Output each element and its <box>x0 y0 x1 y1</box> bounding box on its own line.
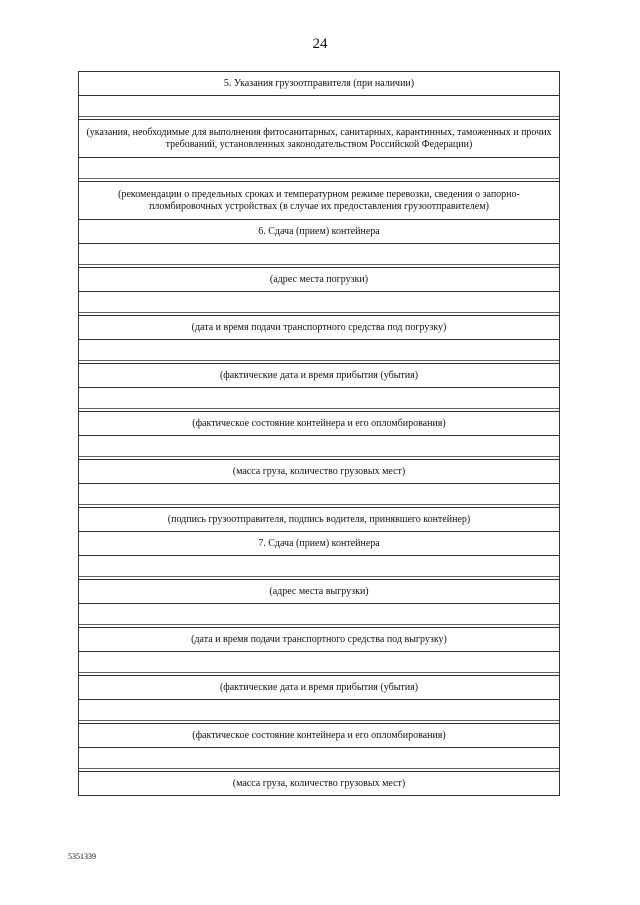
section6-title-row <box>79 220 560 244</box>
caption-row <box>79 676 560 700</box>
blank-row <box>79 604 560 628</box>
caption-signatures: (подпись грузоотправителя, подпись водителя, принявшего контейнер) <box>79 508 560 532</box>
caption-recommendations: (рекомендации о предельных сроках и температурном режиме перевозки, сведения о запорно-пломбировочных устройствах (в случае их предоставления грузоотправителем) <box>79 182 560 220</box>
page-number: 24 <box>312 36 328 52</box>
blank-row <box>79 652 560 676</box>
caption-unloading-datetime: (дата и время подачи транспортного средства под выгрузку) <box>79 628 560 652</box>
caption-container-state: (фактическое состояние контейнера и его опломбирования) <box>79 412 560 436</box>
caption-row <box>79 628 560 652</box>
caption-row <box>79 182 560 220</box>
blank-cell <box>79 244 560 268</box>
section7-title: 7. Сдача (прием) контейнера <box>79 532 560 556</box>
blank-row <box>79 388 560 412</box>
blank-cell <box>79 652 560 676</box>
caption-arrival-departure: (фактические дата и время прибытия (убытия) <box>79 364 560 388</box>
caption-row <box>79 724 560 748</box>
document-code: 5351339 <box>68 852 96 861</box>
caption-cargo-mass: (масса груза, количество грузовых мест) <box>79 460 560 484</box>
caption-row <box>79 316 560 340</box>
blank-cell <box>79 388 560 412</box>
blank-cell <box>79 158 560 182</box>
caption-loading-datetime: (дата и время подачи транспортного средства под погрузку) <box>79 316 560 340</box>
caption-cargo-mass: (масса груза, количество грузовых мест) <box>79 772 560 796</box>
section5-title: 5. Указания грузоотправителя (при наличии) <box>223 77 415 89</box>
caption-container-state: (фактическое состояние контейнера и его опломбирования) <box>79 724 560 748</box>
caption-row <box>79 772 560 796</box>
blank-row <box>79 244 560 268</box>
caption-row <box>79 508 560 532</box>
blank-row <box>79 556 560 580</box>
caption-arrival-departure: (фактические дата и время прибытия (убытия) <box>79 676 560 700</box>
blank-row <box>79 748 560 772</box>
blank-row <box>79 484 560 508</box>
caption-row <box>79 580 560 604</box>
blank-row <box>79 340 560 364</box>
blank-row <box>79 700 560 724</box>
blank-cell <box>79 436 560 460</box>
caption-row <box>79 460 560 484</box>
blank-cell <box>79 748 560 772</box>
blank-cell <box>79 556 560 580</box>
blank-cell <box>79 484 560 508</box>
caption-loading-address: (адрес места погрузки) <box>79 268 560 292</box>
blank-row <box>79 292 560 316</box>
caption-requirements: (указания, необходимые для выполнения фитосанитарных, санитарных, карантинных, таможенных и прочих требований, установленных законодательством Российской Федерации) <box>79 120 560 158</box>
blank-cell <box>79 340 560 364</box>
caption-row <box>79 412 560 436</box>
caption-unloading-address: (адрес места выгрузки) <box>79 580 560 604</box>
caption-row <box>79 364 560 388</box>
blank-cell <box>79 292 560 316</box>
section5-title-row <box>79 72 560 96</box>
blank-row <box>79 96 560 120</box>
section6-title: 6. Сдача (прием) контейнера <box>79 220 560 244</box>
blank-cell <box>79 96 560 120</box>
caption-row <box>79 120 560 158</box>
blank-row <box>79 158 560 182</box>
transport-form-table <box>78 71 560 796</box>
blank-cell <box>79 700 560 724</box>
caption-row <box>79 268 560 292</box>
blank-row <box>79 436 560 460</box>
section7-title-row <box>79 532 560 556</box>
blank-cell <box>79 604 560 628</box>
